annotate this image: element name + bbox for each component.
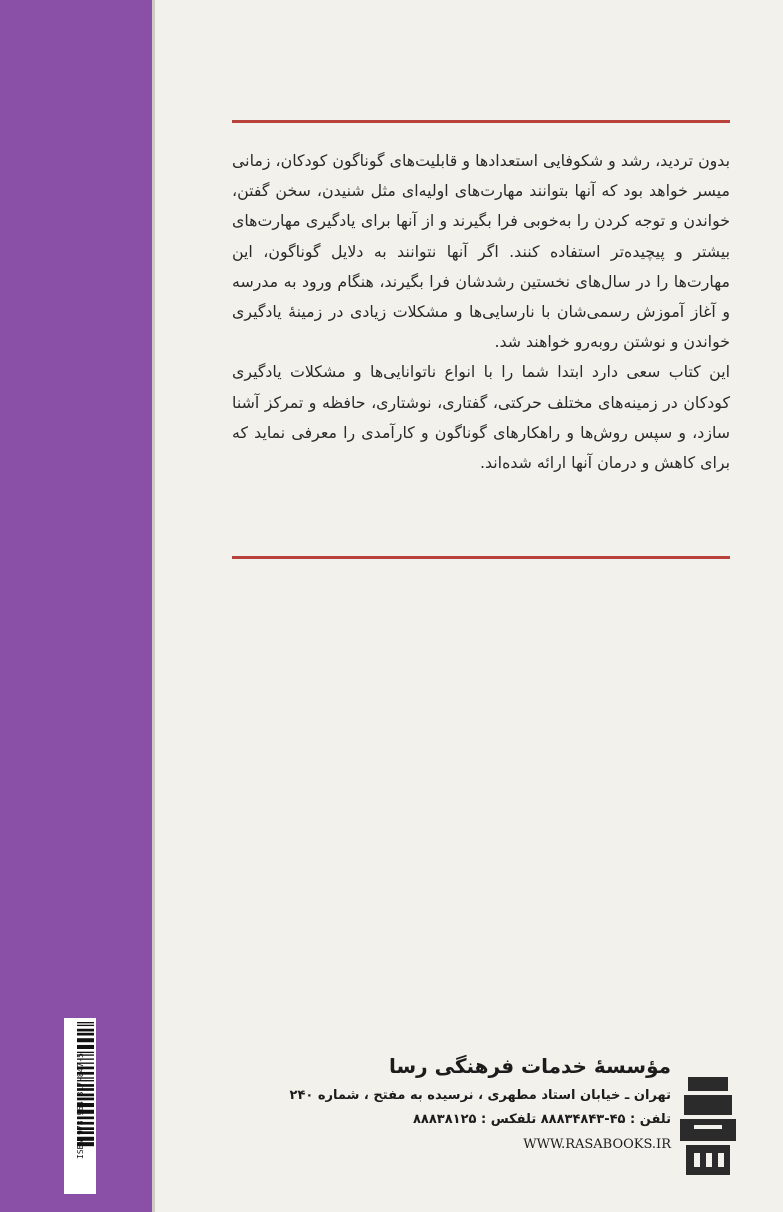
publisher-name: مؤسسهٔ خدمات فرهنگی رسا	[388, 1054, 671, 1078]
publisher-info	[251, 1048, 671, 1158]
blurb-paragraph-1: بدون تردید، رشد و شکوفایی استعدادها و قابلیت‌های گوناگون کودکان، زمانی میسر خواهد بود که آنها بتوانند مهارت‌های اولیه‌ای مثل شنیدن، سخن گفتن، خواندن و توجه کردن را به‌خوبی فرا بگیرند و از آنها برای یادگیری مهارت‌های بیشتر و پیچیده‌تر استفاده کنند. اگر آنها نتوانند به دلایل گوناگون، این مهارت‌ها را در سال‌های نخستین رشدشان فرا بگیرند، هنگام ورود به مدرسه و آغاز آموزش رسمی‌شان با نارسایی‌ها و مشکلات زیادی در زمینهٔ یادگیری خواندن و نوشتن روبه‌رو خواهند شد.	[232, 151, 730, 352]
blurb-paragraph-2: این کتاب سعی دارد ابتدا شما را با انواع ناتوانایی‌ها و مشکلات یادگیری کودکان در زمینه‌های مختلف حرکتی، گفتاری، نوشتاری، حافظه و تمرکز آشنا سازد، و سپس روش‌ها و راهکارهای گوناگون و کارآمدی را معرفی نماید که برای کاهش و درمان آنها ارائه شده‌اند.	[232, 362, 730, 473]
spine-edge	[152, 0, 155, 1212]
bottom-divider-rule	[232, 556, 730, 559]
rasa-publisher-logo-icon	[680, 1077, 736, 1177]
back-cover-blurb	[232, 146, 730, 478]
publisher-address: تهران ـ خیابان استاد مطهری ، نرسیده به مفتح ، شماره ۲۴۰	[289, 1088, 671, 1103]
isbn-barcode	[64, 1018, 96, 1194]
publisher-phone: تلفن : ۴۵-۸۸۸۳۴۸۴۳ تلفکس : ۸۸۸۳۸۱۲۵	[412, 1112, 671, 1127]
top-divider-rule	[232, 120, 730, 123]
publisher-website: WWW.RASABOOKS.IR	[523, 1137, 671, 1152]
isbn-label: ISBN 978-964-317-847-5	[76, 1053, 85, 1159]
